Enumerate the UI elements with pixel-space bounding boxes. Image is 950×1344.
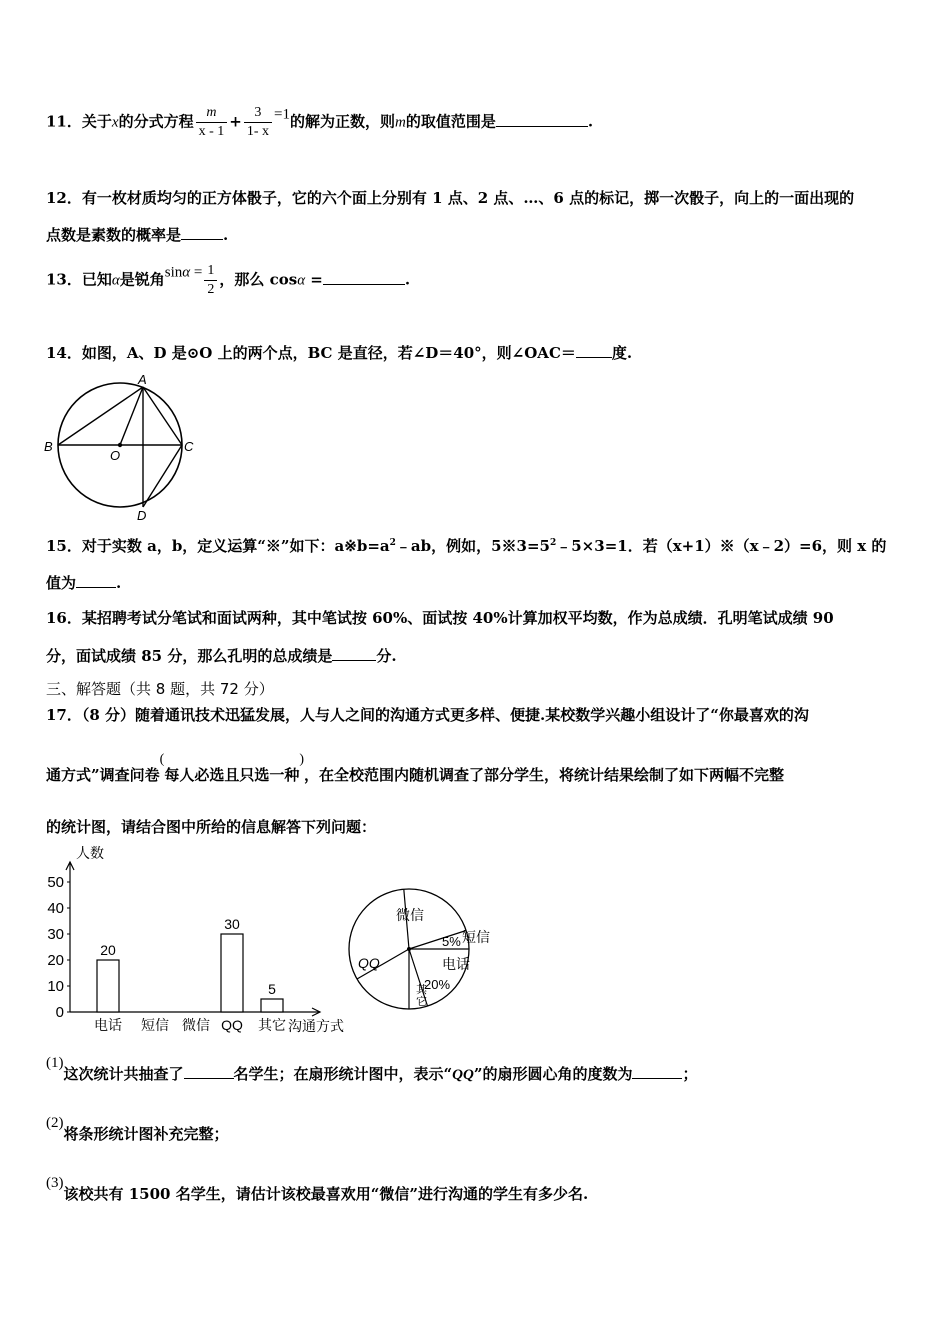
text: ”的扇形圆心角的度数为 [473,1065,633,1083]
label-o: O [110,448,121,463]
text: ﹣5×3=1．若（x+1）※（x﹣2）=6，则 x 的 [556,537,887,555]
text: 的解为正数，则 [289,112,395,131]
y-tick-label: 50 [47,874,64,891]
sub-number: (1) [46,1055,64,1071]
frac-num: 3 [244,104,272,123]
y-tick-label: 30 [47,926,64,943]
alpha: α [182,264,191,281]
frac-den: 2 [207,282,215,297]
answer-blank[interactable] [576,343,612,358]
center-dot [118,443,122,447]
fraction-2 [244,104,272,141]
q-number: 13． [46,270,82,289]
frac-num: 1 [204,262,217,281]
answer-blank[interactable] [76,573,116,588]
text: 度. [611,344,633,362]
x-tick-label: QQ [221,1017,243,1033]
x-axis-label: 沟通方式 [288,1018,344,1034]
sub-number: (3) [46,1175,64,1191]
question-13 [46,262,410,299]
y-axis-label: 人数 [76,845,104,861]
text: 14．如图，A、D 是⊙O 上的两个点，BC 是直径，若∠D＝40°，则∠OAC＝ [46,344,576,362]
answer-blank[interactable] [323,270,405,285]
text: 的分式方程 [118,112,194,131]
text: 分. [376,647,397,665]
question-17-line3: 的统计图，请结合图中所给的信息解答下列问题： [46,818,377,836]
question-17-line2 [46,752,785,785]
text: 该校共有 1500 名学生，请估计该校最喜欢用“微信”进行沟通的学生有多少名. [63,1185,589,1203]
bar-value-label: 30 [224,916,240,932]
answer-blank[interactable] [184,1064,234,1079]
sin-expr [165,265,203,281]
frac-num: m [196,104,228,123]
y-tick-label: 10 [47,978,64,995]
question-16-line2 [46,645,397,666]
pie-label-phone: 电话 [442,956,470,972]
plus: + [229,112,242,131]
pie-label-phone-percent: 20% [424,977,451,992]
paren-close: ) [299,752,304,767]
bar [261,999,283,1012]
bar-value-label: 20 [100,942,116,958]
alpha: α [111,272,120,289]
answer-blank[interactable] [496,112,588,127]
fraction-half [204,262,217,299]
question-12-line2 [46,224,228,245]
text: ； [682,1065,698,1083]
pie-label-sms: 短信 [462,929,490,945]
superscript: 2 [389,538,396,548]
pie-label-sms-percent: 5% [442,934,461,949]
question-14 [46,342,632,363]
text: ﹣ab，例如，5※3=5 [395,537,550,555]
text: ，在全校范围内随机调查了部分学生，将统计结果绘制了如下两幅不完整 [304,766,785,784]
text: . [223,226,229,244]
paren-open: ( [159,752,165,767]
x-tick-label: 电话 [94,1017,122,1033]
question-17-sub1 [46,1055,698,1084]
question-12-line1: 12．有一枚材质均匀的正方体骰子，它的六个面上分别有 1 点、2 点、…、6 点的标记，掷一次骰子，向上的一面出现的 [46,189,855,207]
question-17-line1: 17．（8 分）随着通讯技术迅猛发展，人与人之间的沟通方式更多样、便捷.某校数学兴趣小组设计了“你最喜欢的沟 [46,706,809,724]
question-15-line2 [46,572,121,593]
text: 已知 [81,270,112,289]
bar-chart [40,842,370,1042]
label-c: C [184,439,194,454]
bar [97,960,119,1012]
qq-text: QQ [452,1067,474,1083]
frac-den: 1- x [246,124,269,139]
text: 关于 [81,112,112,131]
x-tick-label: 短信 [141,1017,169,1033]
x-tick-label: 其它 [258,1017,286,1033]
text: 15．对于实数 a，b，定义运算“※”如下：a※b=a [46,537,390,555]
var-m: m [394,114,406,131]
text: 每人必选且只选一种 [164,766,300,784]
y-tick-label: 40 [47,900,64,917]
text: 点数是素数的概率是 [46,226,182,244]
label-d: D [137,508,147,523]
radius-oa [120,387,143,445]
answer-blank[interactable] [632,1064,682,1079]
text: 名学生；在扇形统计图中，表示“ [233,1065,453,1083]
text: . [587,112,594,131]
fraction-1 [196,104,228,141]
text: 分，面试成绩 85 分，那么孔明的总成绩是 [46,647,333,665]
frac-den: x - 1 [198,124,225,139]
text: ，那么 cos [219,270,298,289]
pie-label-qq: QQ [358,955,380,971]
x-tick-label: 微信 [182,1017,210,1033]
question-16-line1: 16．某招聘考试分笔试和面试两种，其中笔试按 60%、面试按 40%计算加权平均数，作为总成绩．孔明笔试成绩 90 [46,609,834,627]
label-a: A [138,372,147,387]
text: 的取值范围是 [405,112,496,131]
text: 将条形统计图补充完整； [63,1125,229,1143]
y-tick-label: 20 [47,952,64,969]
chord-cd [143,445,182,507]
question-17-sub2 [46,1115,229,1144]
answer-blank[interactable] [332,646,376,661]
text: 是锐角 [119,270,165,289]
answer-blank[interactable] [181,225,223,240]
sub-number: (2) [46,1115,64,1131]
text: 这次统计共抽查了 [63,1065,184,1083]
alpha: α [297,272,306,289]
q-number: 11． [46,112,82,131]
text: 值为 [46,574,77,592]
bar-value-label: 5 [268,981,276,997]
y-tick-label: 0 [55,1004,64,1021]
pie-center [407,947,411,951]
pie-label-wechat: 微信 [396,907,424,923]
text: . [404,270,411,289]
text: . [116,574,122,592]
pie-label-other-2: 它 [416,996,427,1008]
equals: =1 [274,106,290,123]
question-11 [46,104,593,141]
question-15-line1 [46,535,886,556]
label-b: B [44,439,53,454]
text: 通方式”调查问卷 [46,766,160,784]
var-x: x [111,114,119,131]
bar [221,934,243,1012]
superscript: 2 [549,538,557,548]
equals: = [190,264,203,281]
sin: sin [164,264,183,281]
pie-label-other-1: 其 [416,984,427,996]
section-title: 三、解答题（共 8 题，共 72 分） [46,680,274,698]
question-17-sub3 [46,1175,589,1204]
chord-ac [143,387,182,445]
pie-chart [340,862,510,1022]
circle-figure [40,370,210,525]
text: = [305,270,323,289]
chord-ba [58,387,143,445]
